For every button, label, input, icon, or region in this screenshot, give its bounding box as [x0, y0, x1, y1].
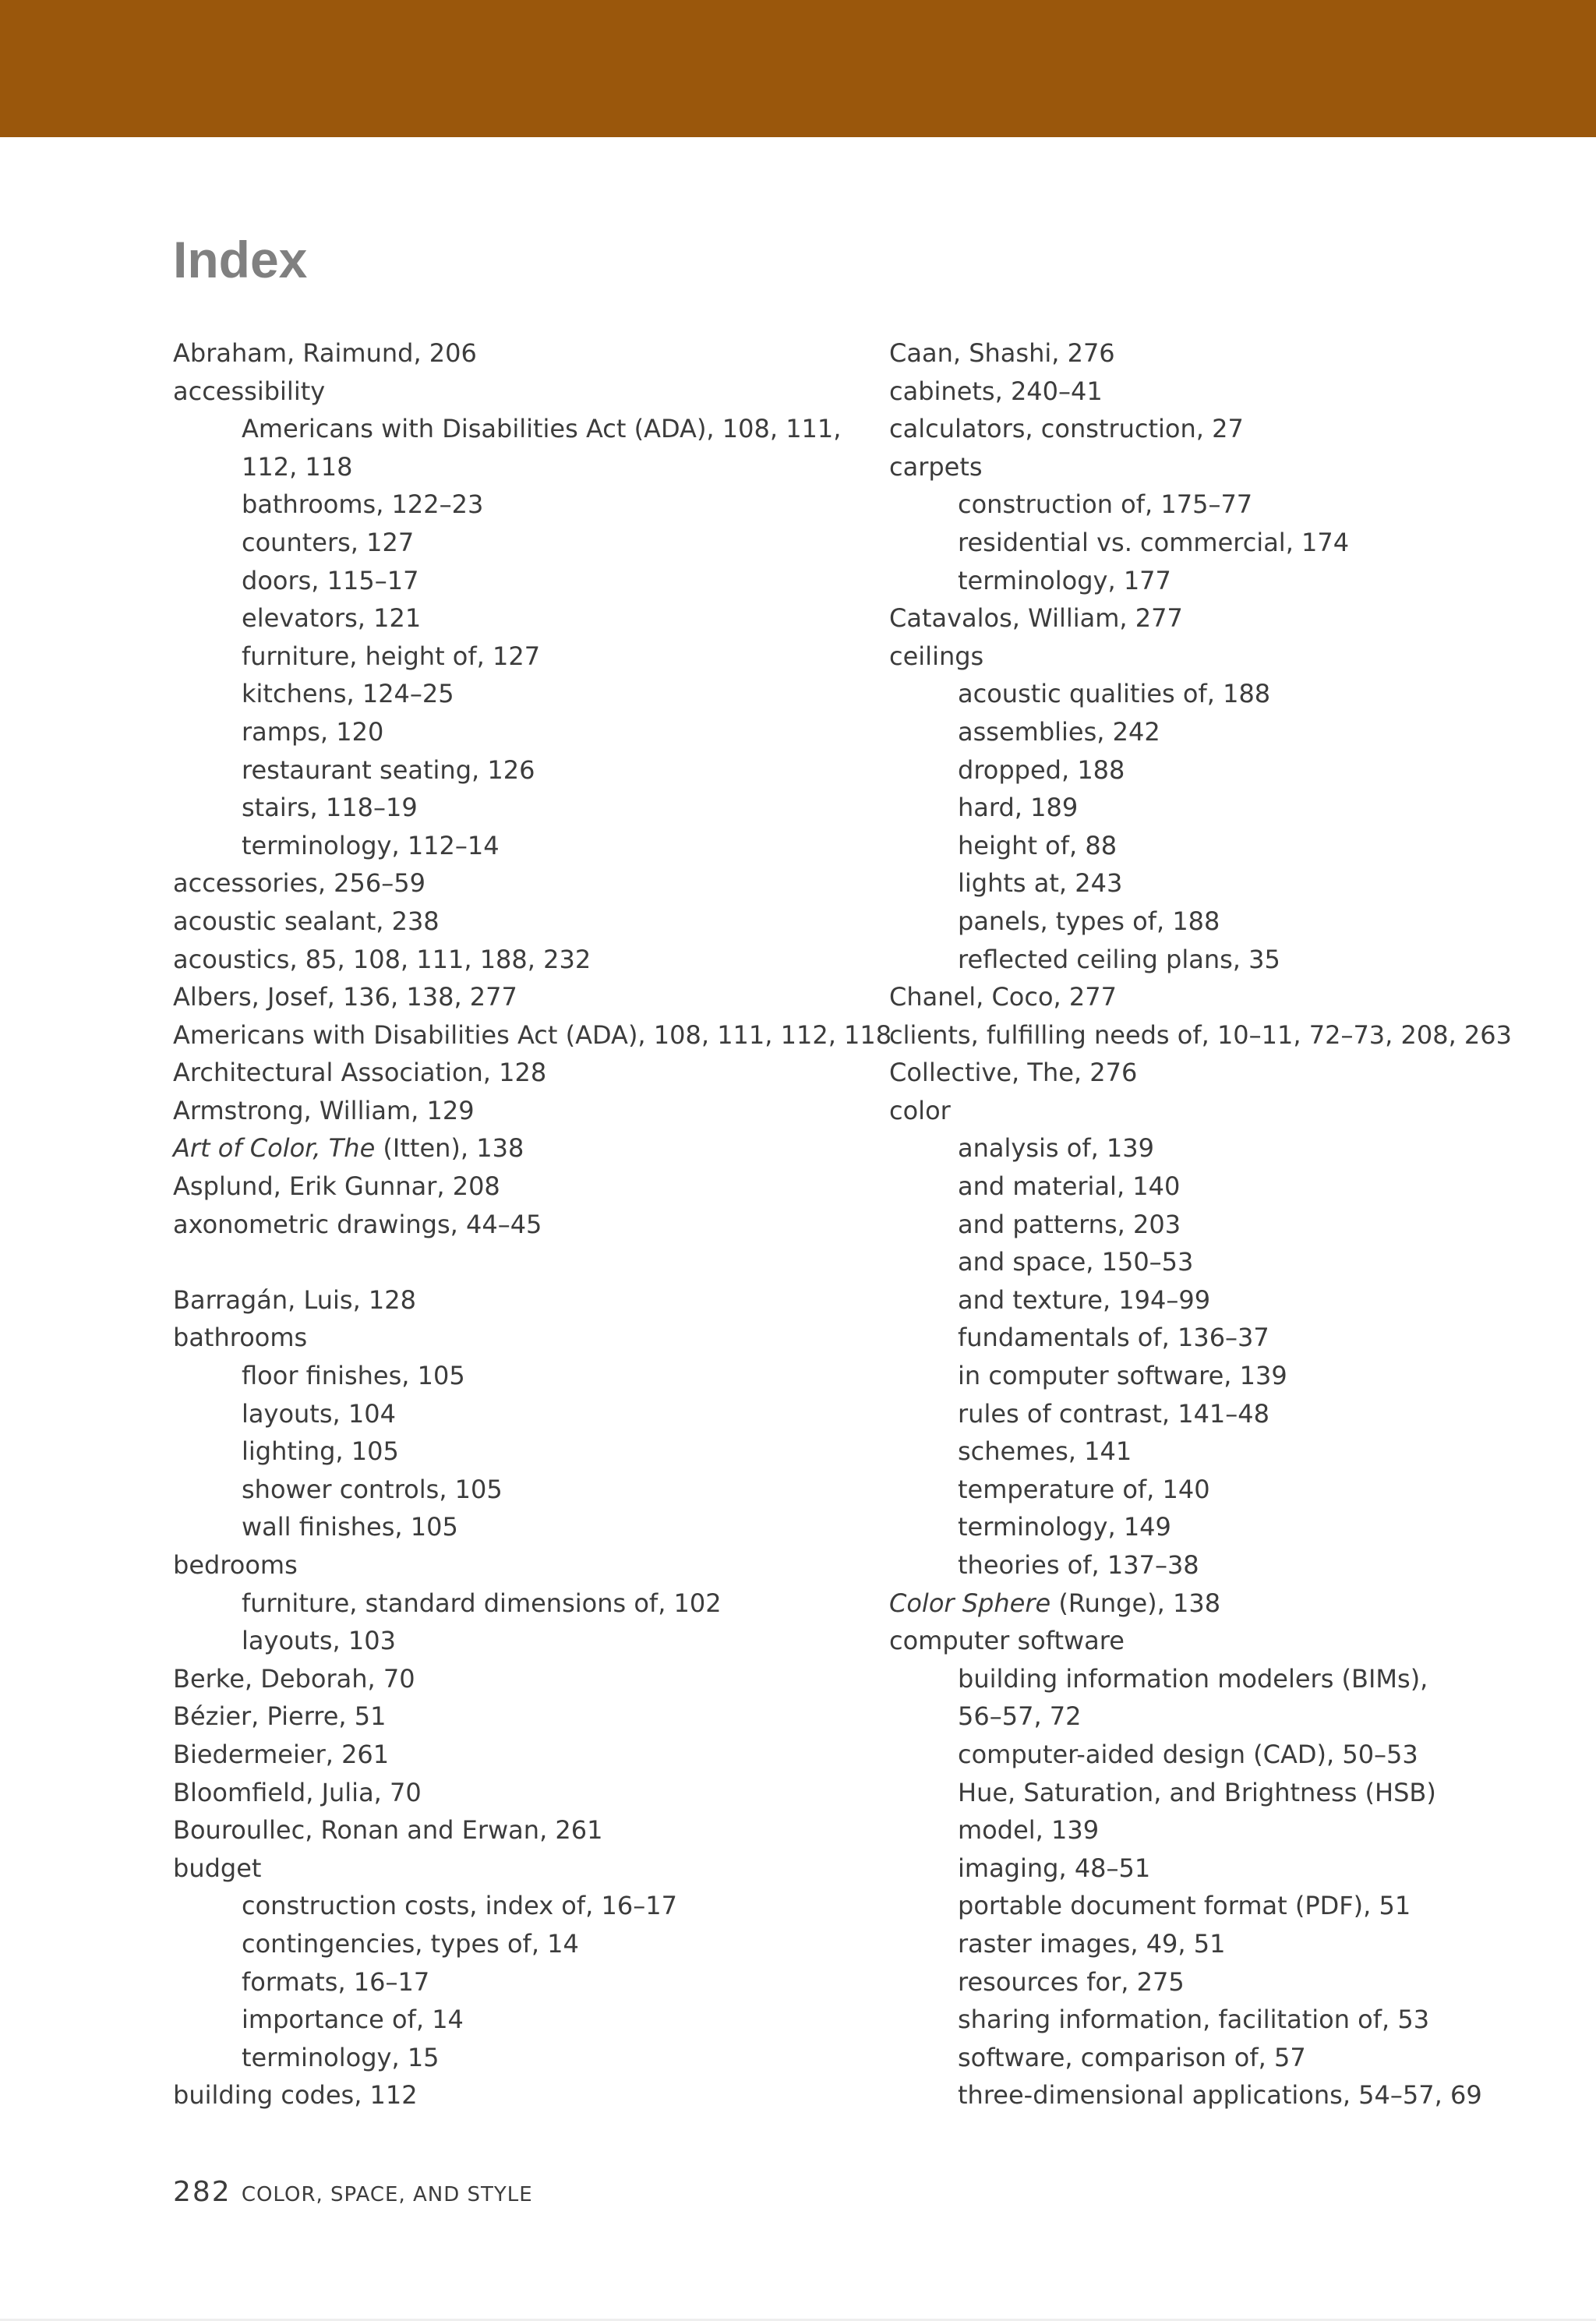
entry-text: Americans with Disabilities Act (ADA), 108, 111, 112, 118 — [173, 1019, 892, 1050]
entry-text: theories of, 137–38 — [958, 1550, 1199, 1580]
index-subentry — [889, 1168, 1559, 1206]
index-subentry — [173, 827, 859, 865]
entry-text: imaging, 48–51 — [958, 1853, 1151, 1883]
index-subentry — [889, 1357, 1559, 1395]
index-subentry — [173, 1925, 859, 1963]
index-subentry — [889, 1963, 1559, 2001]
entry-text: cabinets, 240–41 — [889, 376, 1103, 406]
page-footer — [173, 2176, 533, 2208]
entry-text: wall finishes, 105 — [242, 1512, 458, 1542]
entry-text: Architectural Association, 128 — [173, 1058, 547, 1088]
index-subentry — [173, 486, 859, 524]
entry-text: construction costs, index of, 16–17 — [242, 1891, 677, 1921]
index-subentry — [889, 1925, 1559, 1963]
header-color-band — [0, 0, 1596, 137]
entry-text: bathrooms — [173, 1323, 308, 1353]
entry-text: (Runge), 138 — [1050, 1588, 1221, 1618]
entry-text: restaurant seating, 126 — [242, 754, 535, 785]
entry-text: hard, 189 — [958, 793, 1079, 823]
entry-text: construction of, 175–77 — [958, 489, 1253, 520]
index-subentry — [173, 2001, 859, 2039]
index-subentry — [889, 1887, 1559, 1925]
entry-text: counters, 127 — [242, 527, 415, 557]
entry-text: and patterns, 203 — [958, 1209, 1181, 1239]
index-subentry — [173, 1887, 859, 1925]
entry-text: stairs, 118–19 — [242, 793, 418, 823]
entry-text: lights at, 243 — [958, 868, 1123, 899]
index-subentry — [889, 2076, 1559, 2114]
entry-text: Biedermeier, 261 — [173, 1739, 390, 1769]
index-subentry — [889, 1471, 1559, 1509]
index-subentry — [889, 827, 1559, 865]
entry-text: accessories, 256–59 — [173, 868, 425, 899]
entry-text: clients, fulfilling needs of, 10–11, 72–73, 208, 263 — [889, 1019, 1512, 1050]
entry-text: Bloomfield, Julia, 70 — [173, 1777, 422, 1807]
entry-text: accessibility — [173, 376, 326, 406]
index-subentry — [889, 1281, 1559, 1319]
index-entry — [173, 1546, 859, 1584]
index-subentry — [889, 1736, 1559, 1774]
entry-text: doors, 115–17 — [242, 565, 419, 595]
index-subentry — [889, 1395, 1559, 1433]
index-subentry — [889, 1508, 1559, 1546]
index-subentry — [173, 599, 859, 638]
entry-text: acoustics, 85, 108, 111, 188, 232 — [173, 944, 591, 974]
index-entry — [173, 373, 859, 411]
index-entry — [173, 941, 859, 979]
index-entry — [173, 334, 859, 373]
index-entry — [173, 1849, 859, 1888]
entry-text: computer-aided design (CAD), 50–53 — [958, 1739, 1418, 1769]
entry-text: rules of contrast, 141–48 — [958, 1398, 1269, 1429]
index-subentry — [889, 1811, 1559, 1849]
index-entry — [173, 1281, 859, 1319]
entry-text: portable document format (PDF), 51 — [958, 1891, 1411, 1921]
entry-text: three-dimensional applications, 54–57, 69 — [958, 2080, 1482, 2111]
index-subentry — [889, 486, 1559, 524]
index-subentry — [889, 1319, 1559, 1357]
entry-text: in computer software, 139 — [958, 1361, 1287, 1391]
entry-text: building codes, 112 — [173, 2080, 418, 2111]
entry-text: calculators, construction, 27 — [889, 414, 1244, 444]
index-entry — [173, 864, 859, 903]
entry-text: axonometric drawings, 44–45 — [173, 1209, 542, 1239]
index-subentry — [889, 2039, 1559, 2077]
entry-text: elevators, 121 — [242, 603, 422, 634]
index-entry — [173, 1168, 859, 1206]
entry-text: Catavalos, William, 277 — [889, 603, 1183, 634]
entry-text: assemblies, 242 — [958, 716, 1160, 747]
index-entry — [173, 978, 859, 1016]
index-entry — [889, 1622, 1559, 1660]
entry-text: budget — [173, 1853, 262, 1883]
index-entry — [889, 373, 1559, 411]
entry-text: Hue, Saturation, and Brightness (HSB) — [958, 1777, 1436, 1807]
index-entry — [889, 334, 1559, 373]
entry-text: residential vs. commercial, 174 — [958, 527, 1350, 557]
entry-text: Barragán, Luis, 128 — [173, 1284, 416, 1315]
entry-text: temperature of, 140 — [958, 1474, 1210, 1504]
letter-group-spacer — [173, 1243, 859, 1281]
index-entry — [173, 1811, 859, 1849]
index-entry — [889, 1092, 1559, 1130]
entry-text: Caan, Shashi, 276 — [889, 338, 1115, 368]
entry-text: ceilings — [889, 641, 984, 671]
index-subentry — [173, 751, 859, 790]
entry-text: (Itten), 138 — [375, 1133, 524, 1164]
index-subentry — [889, 789, 1559, 827]
entry-text: terminology, 112–14 — [242, 830, 500, 860]
entry-text: bedrooms — [173, 1550, 298, 1580]
index-subentry — [889, 1849, 1559, 1888]
index-subentry — [173, 1395, 859, 1433]
entry-text: model, 139 — [958, 1815, 1100, 1846]
index-entry — [173, 1054, 859, 1092]
entry-text: furniture, height of, 127 — [242, 641, 541, 671]
entry-text: computer software — [889, 1626, 1125, 1656]
index-subentry — [173, 638, 859, 676]
index-entry — [173, 1736, 859, 1774]
entry-text: formats, 16–17 — [242, 1966, 430, 1997]
entry-text: contingencies, types of, 14 — [242, 1928, 579, 1959]
entry-italic-title: Art of Color, The — [173, 1133, 376, 1164]
entry-text: floor finishes, 105 — [242, 1361, 465, 1391]
entry-text: lighting, 105 — [242, 1436, 399, 1467]
index-subentry — [173, 524, 859, 562]
index-column-left — [173, 334, 892, 2114]
index-subentry — [173, 675, 859, 713]
index-entry — [173, 903, 859, 941]
entry-text: acoustic qualities of, 188 — [958, 679, 1271, 709]
index-subentry — [173, 562, 859, 600]
entry-text: 56–57, 72 — [958, 1701, 1082, 1732]
index-subentry — [889, 941, 1559, 979]
index-subentry — [173, 1622, 859, 1660]
entry-text: and space, 150–53 — [958, 1247, 1194, 1277]
entry-text: Albers, Josef, 136, 138, 277 — [173, 982, 517, 1012]
entry-text: 112, 118 — [242, 451, 353, 482]
entry-text: raster images, 49, 51 — [958, 1928, 1226, 1959]
index-entry — [889, 599, 1559, 638]
entry-text: height of, 88 — [958, 830, 1118, 860]
entry-text: Asplund, Erik Gunnar, 208 — [173, 1171, 500, 1202]
index-subentry — [889, 1546, 1559, 1584]
index-subentry — [889, 1206, 1559, 1244]
index-subentry — [173, 1433, 859, 1471]
index-subentry — [889, 562, 1559, 600]
page-title: Index — [173, 231, 308, 288]
index-subentry — [889, 1697, 1559, 1736]
index-entry — [173, 2076, 859, 2114]
entry-text: Chanel, Coco, 277 — [889, 982, 1117, 1012]
entry-text: layouts, 103 — [242, 1626, 396, 1656]
index-entry — [173, 1206, 859, 1244]
entry-text: carpets — [889, 451, 983, 482]
index-subentry — [173, 1508, 859, 1546]
entry-text: resources for, 275 — [958, 1966, 1185, 1997]
page-number: 282 — [173, 2176, 231, 2208]
index-entry — [173, 1660, 859, 1698]
entry-text: Abraham, Raimund, 206 — [173, 338, 477, 368]
index-entry — [173, 1697, 859, 1736]
index-subentry — [173, 1963, 859, 2001]
index-subentry — [889, 1660, 1559, 1698]
entry-text: Armstrong, William, 129 — [173, 1095, 475, 1125]
entry-text: Bézier, Pierre, 51 — [173, 1701, 387, 1732]
index-subentry — [173, 789, 859, 827]
index-subentry — [889, 864, 1559, 903]
entry-text: terminology, 149 — [958, 1512, 1171, 1542]
entry-text: panels, types of, 188 — [958, 906, 1220, 936]
index-column-right — [889, 334, 1559, 2114]
index-subentry — [173, 448, 859, 486]
index-subentry — [889, 1243, 1559, 1281]
index-subentry — [889, 903, 1559, 941]
entry-text: Americans with Disabilities Act (ADA), 108, 111, — [242, 414, 842, 444]
index-subentry — [889, 1129, 1559, 1168]
index-subentry — [889, 713, 1559, 751]
index-subentry — [889, 2001, 1559, 2039]
index-subentry — [173, 1357, 859, 1395]
index-entry — [889, 978, 1559, 1016]
entry-text: acoustic sealant, 238 — [173, 906, 440, 936]
entry-text: dropped, 188 — [958, 754, 1125, 785]
entry-text: kitchens, 124–25 — [242, 679, 454, 709]
entry-text: software, comparison of, 57 — [958, 2042, 1306, 2072]
entry-text: and material, 140 — [958, 1171, 1181, 1202]
index-entry — [173, 1016, 892, 1055]
index-entry — [889, 1054, 1559, 1092]
index-subentry — [173, 1471, 859, 1509]
entry-text: fundamentals of, 136–37 — [958, 1323, 1269, 1353]
index-entry — [889, 638, 1559, 676]
entry-text: importance of, 14 — [242, 2005, 464, 2035]
index-subentry — [889, 751, 1559, 790]
index-entry — [173, 1774, 859, 1812]
entry-text: schemes, 141 — [958, 1436, 1132, 1467]
entry-text: shower controls, 105 — [242, 1474, 503, 1504]
index-subentry — [889, 524, 1559, 562]
entry-text: reflected ceiling plans, 35 — [958, 944, 1280, 974]
index-entry — [173, 1092, 859, 1130]
index-subentry — [889, 1433, 1559, 1471]
entry-text: Berke, Deborah, 70 — [173, 1663, 415, 1694]
entry-text: sharing information, facilitation of, 53 — [958, 2005, 1430, 2035]
entry-text: Bouroullec, Ronan and Erwan, 261 — [173, 1815, 603, 1846]
index-subentry — [889, 1774, 1559, 1812]
entry-text: layouts, 104 — [242, 1398, 396, 1429]
entry-text: analysis of, 139 — [958, 1133, 1154, 1164]
entry-text: bathrooms, 122–23 — [242, 489, 484, 520]
entry-text: color — [889, 1095, 951, 1125]
entry-text: terminology, 15 — [242, 2042, 440, 2072]
index-subentry — [889, 675, 1559, 713]
index-entry — [889, 1584, 1559, 1623]
index-subentry — [173, 410, 859, 448]
entry-text: building information modelers (BIMs), — [958, 1663, 1428, 1694]
entry-text: ramps, 120 — [242, 716, 384, 747]
index-subentry — [173, 2039, 859, 2077]
index-entry — [889, 1016, 1559, 1055]
entry-text: Collective, The, 276 — [889, 1058, 1138, 1088]
index-entry — [173, 1129, 859, 1168]
index-entry — [173, 1319, 859, 1357]
entry-italic-title: Color Sphere — [889, 1588, 1051, 1618]
index-entry — [889, 448, 1559, 486]
entry-text: furniture, standard dimensions of, 102 — [242, 1588, 722, 1618]
entry-text: and texture, 194–99 — [958, 1284, 1211, 1315]
index-entry — [889, 410, 1559, 448]
index-subentry — [173, 713, 859, 751]
running-title: COLOR, SPACE, AND STYLE — [241, 2183, 533, 2206]
entry-text: terminology, 177 — [958, 565, 1171, 595]
index-subentry — [173, 1584, 859, 1623]
